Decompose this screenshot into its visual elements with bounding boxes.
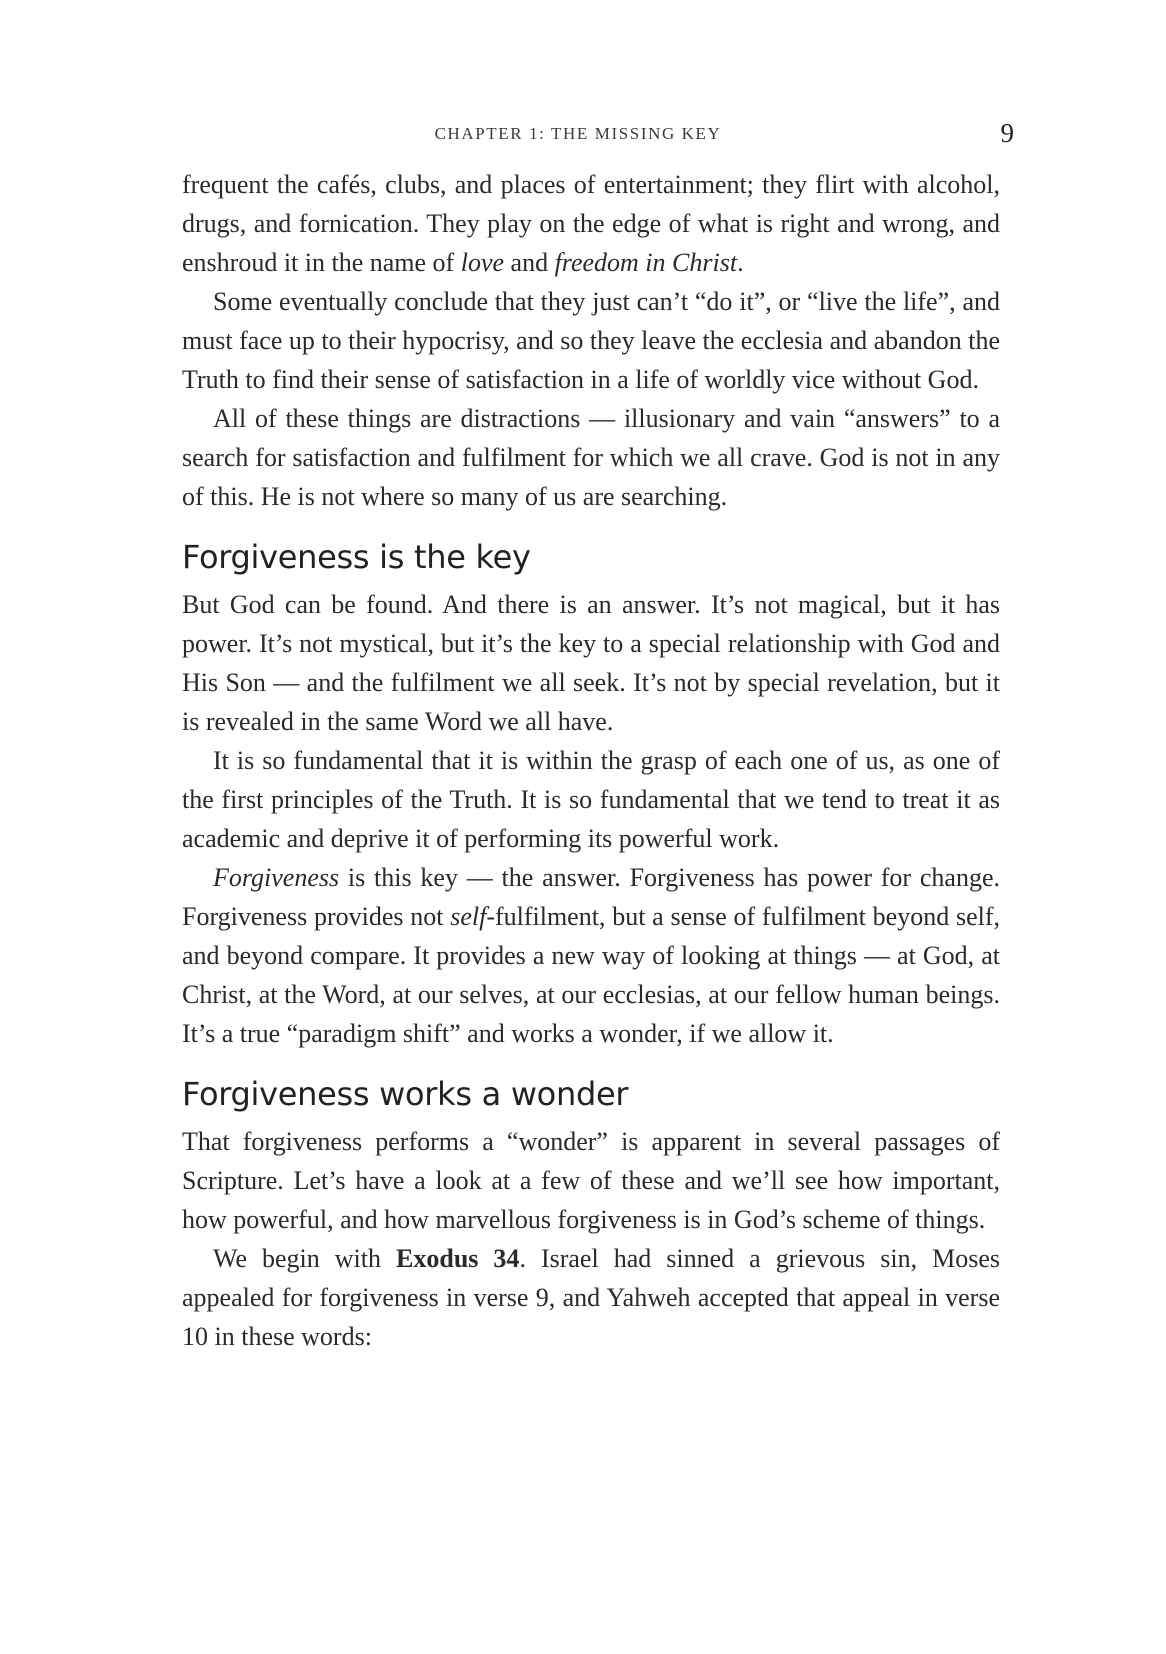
body-text [182,165,1000,1356]
page-number: 9 [1000,118,1014,148]
paragraph: It is so fundamental that it is within the grasp of each one of us, as one of the first principles of the Truth. It is so fundamental that we tend to treat it as academic and deprive it of performing its powerful work. [182,746,1000,853]
running-head [182,118,1014,152]
paragraph: frequent the cafés, clubs, and places of entertainment; they flirt with alcohol, drugs, and fornication. They play on the edge of what is right and wrong, and enshroud it in the name of love and freedom in Christ. [182,170,1000,277]
running-title: CHAPTER 1: THE MISSING KEY [434,124,722,143]
paragraph: Forgiveness is this key — the answer. Forgiveness has power for change. Forgiveness provides not self-fulfilment, but a sense of fulfilment beyond self, and beyond compare. It provides a new way of looking at things — at God, at Christ, at the Word, at our selves, at our ecclesias, at our fellow human beings. It’s a true “paradigm shift” and works a wonder, if we allow it. [182,863,1000,1048]
paragraph: We begin with Exodus 34. Israel had sinned a grievous sin, Moses appealed for forgiveness in verse 9, and Yahweh accepted that appeal in verse 10 in these words: [182,1244,1000,1351]
paragraph: That forgiveness performs a “wonder” is apparent in several passages of Scripture. Let’s have a look at a few of these and we’ll see how important, how powerful, and how marvellous forgiveness is in God’s scheme of things. [182,1127,1000,1234]
paragraph: All of these things are distractions — illusionary and vain “answers” to a search for satisfaction and fulfilment for which we all crave. God is not in any of this. He is not where so many of us are searching. [182,404,1000,511]
paragraph: But God can be found. And there is an answer. It’s not magical, but it has power. It’s not mystical, but it’s the key to a special relationship with God and His Son — and the fulfilment we all seek. It’s not by special revelation, but it is revealed in the same Word we all have. [182,590,1000,736]
emphasis-text: love [460,248,505,277]
emphasis-text: Forgiveness [213,863,340,892]
paragraph: Some eventually conclude that they just can’t “do it”, or “live the life”, and must face up to their hypocrisy, and so they leave the ecclesia and abandon the Truth to find their sense of satisfaction in a life of worldly vice without God. [182,287,1000,394]
emphasis-text: self [450,902,487,931]
section-heading: Forgiveness works a wonder [182,1075,629,1113]
scripture-reference: Exodus 34 [396,1244,520,1273]
emphasis-text: freedom in Christ [554,248,738,277]
section-heading: Forgiveness is the key [182,538,531,576]
